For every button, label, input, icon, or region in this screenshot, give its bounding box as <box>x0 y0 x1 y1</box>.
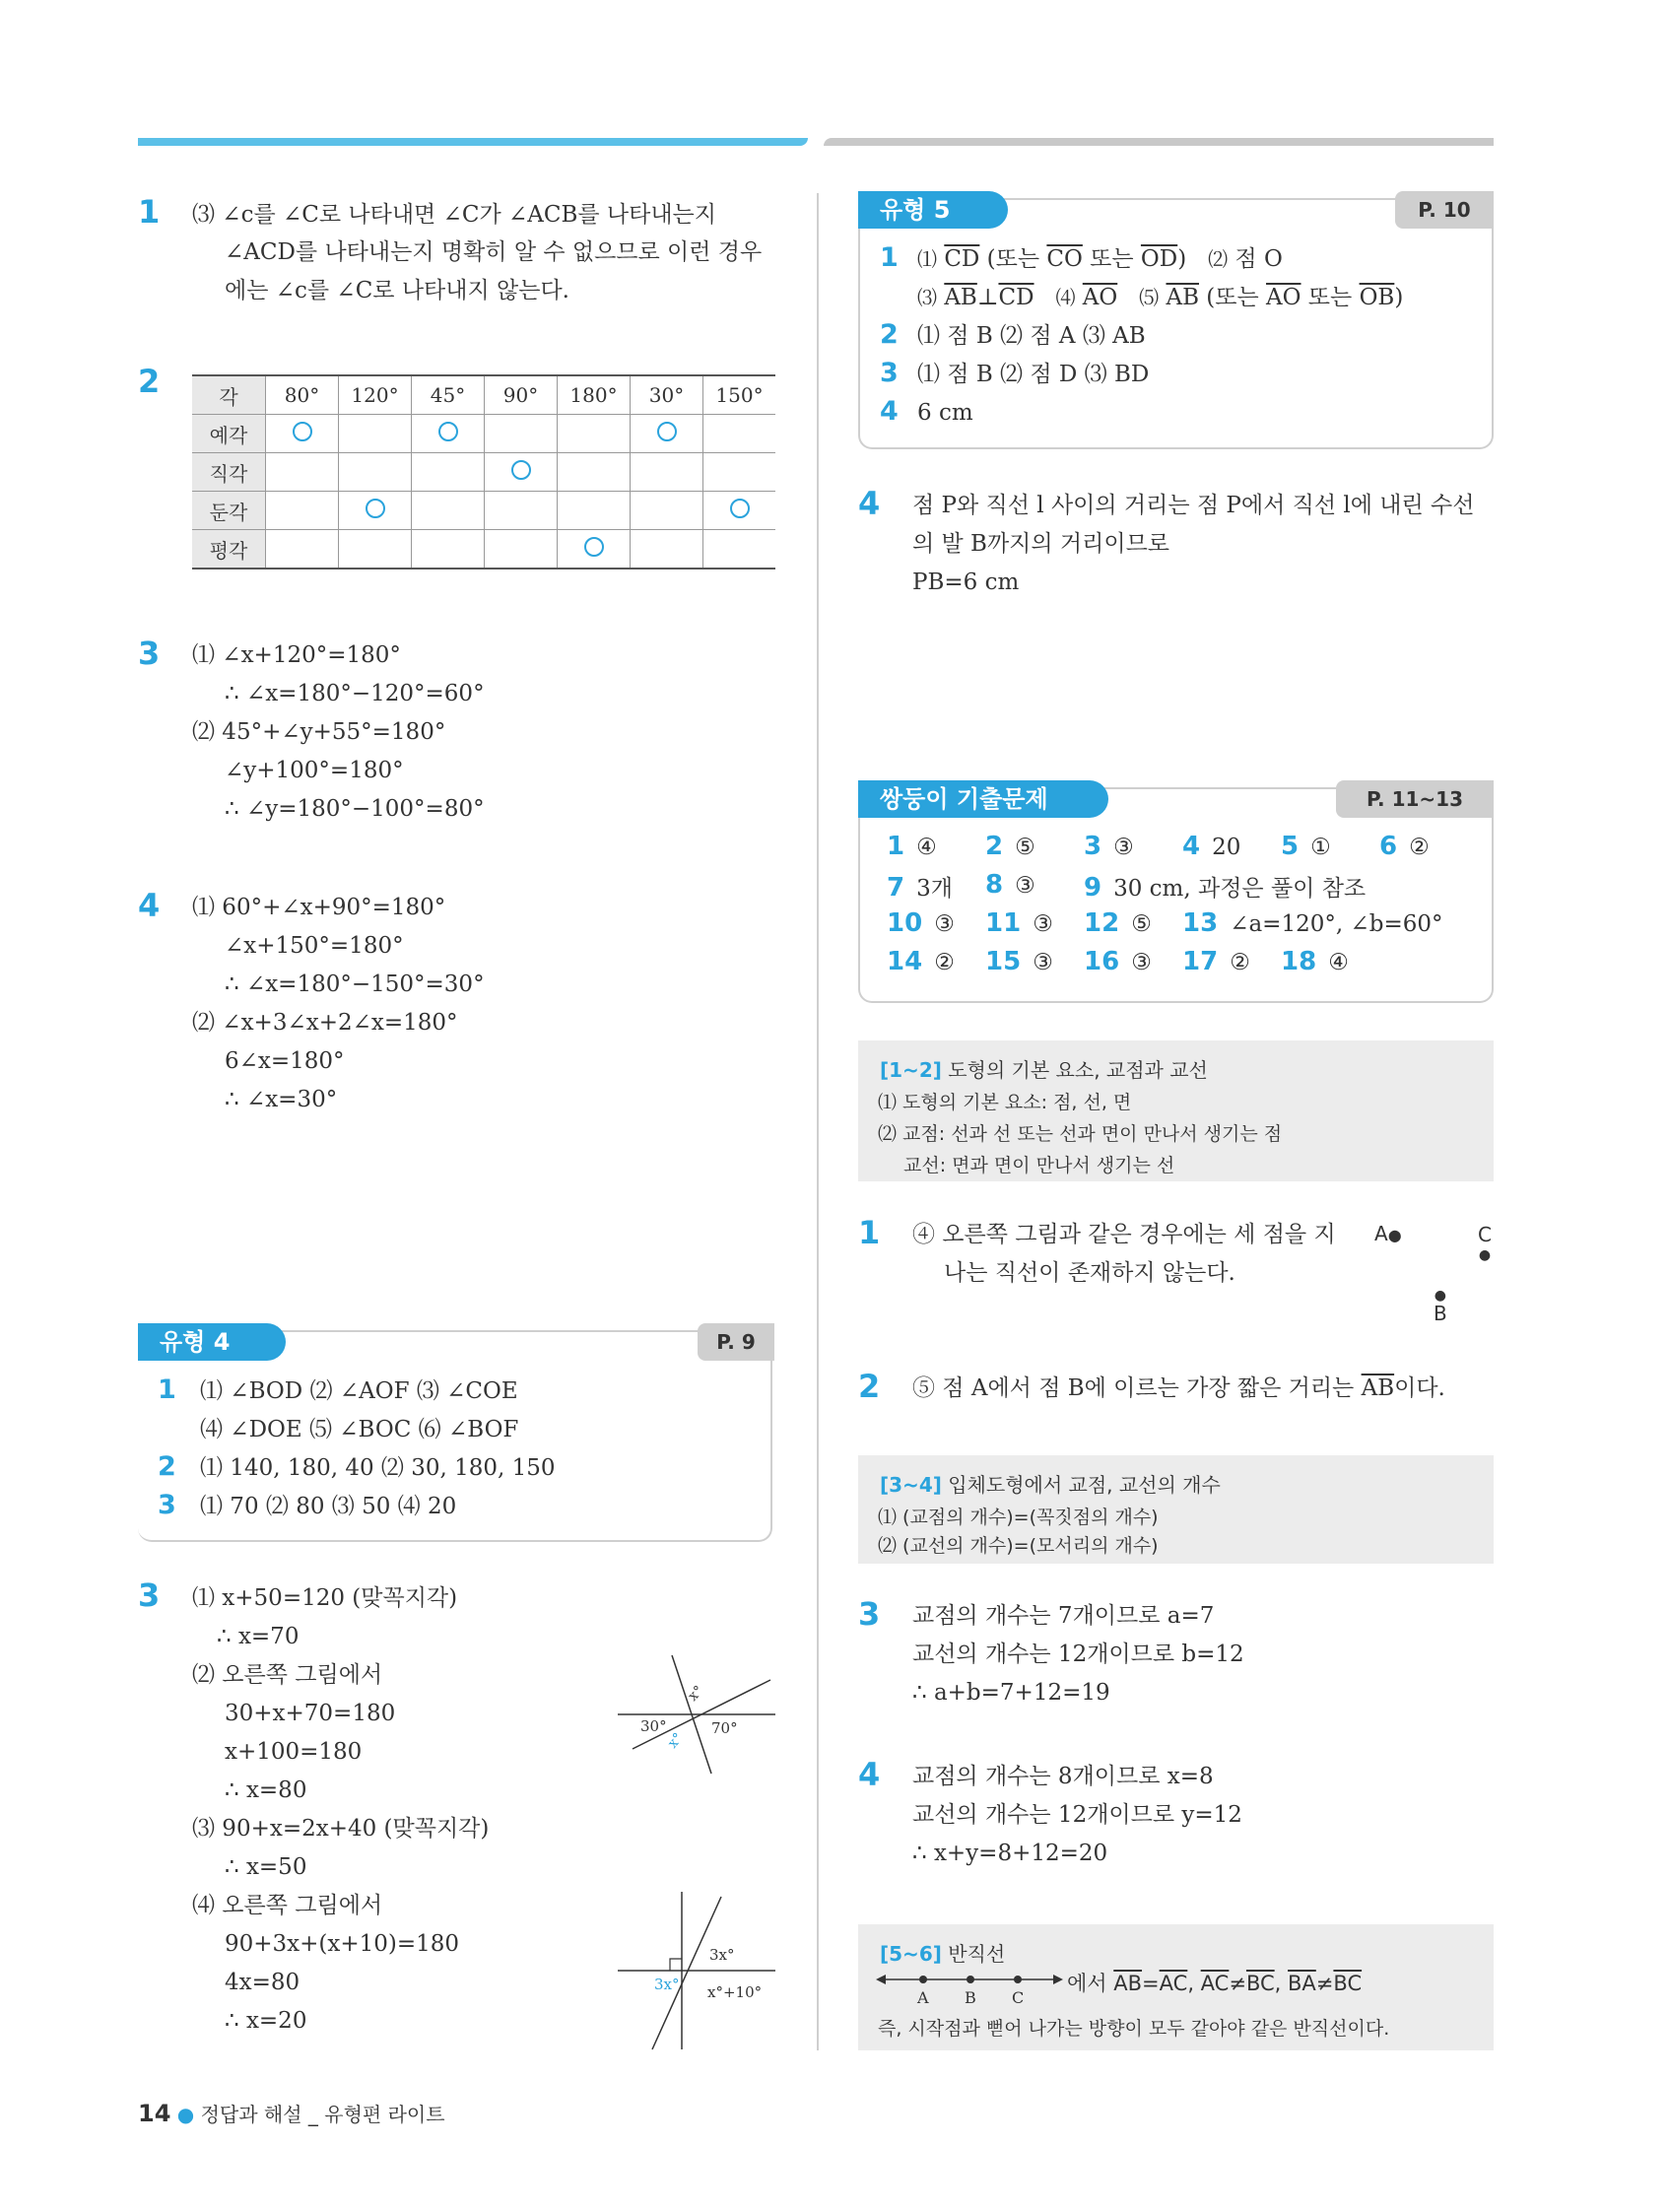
twins-answer-value: ③ <box>1015 873 1035 899</box>
twins-answer-number: 9 <box>1084 873 1102 903</box>
type4-item: ⑴ 140, 180, 40 ⑵ 30, 180, 150 <box>200 1455 556 1481</box>
twins-answer-number: 10 <box>887 908 923 938</box>
footer-text: 정답과 해설 _ 유형편 라이트 <box>200 2103 445 2126</box>
q3b-line: ⑵ 오른쪽 그림에서 <box>192 1662 383 1688</box>
table-cell <box>339 453 412 492</box>
twins-answer <box>985 870 1035 900</box>
r-q3-line: 교선의 개수는 12개이므로 b=12 <box>912 1642 1244 1667</box>
circle-mark-icon <box>730 499 750 518</box>
table-cell <box>703 453 776 492</box>
table-cell <box>631 492 703 530</box>
table-row <box>192 530 775 570</box>
table-header-cell: 80° <box>266 375 339 415</box>
r-q1-line: ④ 오른쪽 그림과 같은 경우에는 세 점을 지 <box>912 1222 1336 1247</box>
q3b-number: 3 <box>138 1576 161 1614</box>
r-q4b-line: ∴ x+y=8+12=20 <box>912 1841 1108 1866</box>
table-cell <box>631 453 703 492</box>
twins-answer-value: ② <box>1230 950 1250 975</box>
q3-line: ⑴ ∠x+120°=180° <box>192 642 401 668</box>
column-divider <box>817 193 819 2050</box>
twins-answer-number: 18 <box>1281 947 1317 976</box>
twins-answer-number: 13 <box>1182 908 1219 938</box>
table-header-cell: 90° <box>485 375 558 415</box>
q1-line: 에는 ∠c를 ∠C로 나타내지 않는다. <box>225 278 569 303</box>
fig1-label-b: x° <box>685 1682 707 1705</box>
table-header-cell: 180° <box>558 375 631 415</box>
q4-line: ∴ ∠x=180°−150°=30° <box>225 972 485 997</box>
twins-answer-number: 16 <box>1084 947 1120 976</box>
fig1-label-c: x° <box>664 1729 687 1752</box>
page-number: 14 <box>138 2100 171 2127</box>
type4-page: P. 9 <box>698 1323 774 1361</box>
twins-answer-value: ③ <box>1131 950 1152 975</box>
twins-answer <box>1084 947 1152 976</box>
twins-answer-value: 20 <box>1212 835 1241 860</box>
r-q4-number: 4 <box>858 485 881 522</box>
twins-answer-number: 8 <box>985 870 1004 900</box>
type4-item-number: 3 <box>158 1490 176 1520</box>
twins-answer-value: ③ <box>1033 950 1053 975</box>
table-cell <box>266 415 339 453</box>
twins-answer-value: ③ <box>934 911 955 937</box>
note-line: 즉, 시작점과 뻗어 나가는 방향이 모두 같아야 같은 반직선이다. <box>878 2018 1390 2040</box>
circle-mark-icon <box>657 422 677 441</box>
table-cell <box>485 492 558 530</box>
type4-item-number: 1 <box>158 1374 176 1405</box>
q3b-line: ⑴ x+50=120 (맞꼭지각) <box>192 1585 458 1611</box>
note-title: 입체도형에서 교점, 교선의 개수 <box>948 1473 1221 1497</box>
twins-answer <box>1379 832 1430 861</box>
q1-line: ⑶ ∠c를 ∠C로 나타내면 ∠C가 ∠ACB를 나타내는지 <box>192 202 716 228</box>
table-cell <box>412 453 485 492</box>
q3b-line: ∴ x=20 <box>225 2008 307 2034</box>
circle-mark-icon <box>584 537 604 557</box>
table-row <box>192 453 775 492</box>
table-cell <box>631 415 703 453</box>
twins-answer-number: 2 <box>985 832 1004 861</box>
note-box-5-6 <box>858 1924 1494 2050</box>
table-row <box>192 492 775 530</box>
q3b-line: 4x=80 <box>225 1970 300 1995</box>
table-row-label: 예각 <box>192 415 266 453</box>
q3-line: ⑵ 45°+∠y+55°=180° <box>192 719 446 745</box>
twins-answer <box>985 832 1035 861</box>
twins-answer-value: 30 cm, 과정은 풀이 참조 <box>1113 876 1367 902</box>
twins-answer-number: 4 <box>1182 832 1201 861</box>
twins-answer-value: ① <box>1310 835 1331 860</box>
table-cell <box>485 415 558 453</box>
twins-answer <box>1182 832 1240 861</box>
q4-line: ∠x+150°=180° <box>225 933 404 959</box>
note-line: 교선: 면과 면이 만나서 생기는 선 <box>903 1155 1175 1176</box>
twins-answer-value: ∠a=120°, ∠b=60° <box>1230 911 1443 937</box>
q1-number: 1 <box>138 193 161 231</box>
type5-item: ⑴ $\overline{CD}$ (또는 $\overline{CO}$ 또는 $\overline{OD}$) ⑵ 점 O <box>917 246 1283 272</box>
table-cell <box>339 492 412 530</box>
table-cell <box>339 415 412 453</box>
type4-item-number: 2 <box>158 1451 176 1482</box>
twins-answer-number: 3 <box>1084 832 1102 861</box>
circle-mark-icon <box>438 422 458 441</box>
type5-page: P. 10 <box>1395 191 1494 229</box>
twins-answer <box>887 832 937 861</box>
r-q4b-number: 4 <box>858 1756 881 1793</box>
fig1-label-a: 30° <box>640 1717 667 1735</box>
table-cell <box>703 415 776 453</box>
table-header-corner: 각 <box>192 375 266 415</box>
twins-answer <box>887 870 953 903</box>
type5-item: ⑶ $\overline{AB}\perp\overline{CD}$ ⑷ $\overline{AO}$ ⑸ $\overline{AB}$ (또는 $\overline{AO}$ 또는 $\overline{OB}$) <box>917 285 1404 310</box>
type5-item: 6 cm <box>917 400 973 426</box>
q1-line: ∠ACD를 나타내는지 명확히 알 수 없으므로 이런 경우 <box>225 239 763 265</box>
fig1-label-d: 70° <box>711 1719 738 1737</box>
q3-line: ∴ ∠x=180°−120°=60° <box>225 681 485 706</box>
footer-dot-icon: ● <box>176 2103 195 2126</box>
note-box-3-4 <box>858 1455 1494 1564</box>
type5-item-number: 4 <box>880 396 899 427</box>
ray-point-c: C <box>1012 1988 1025 2007</box>
type4-item: ⑴ ∠BOD ⑵ ∠AOF ⑶ ∠COE <box>200 1378 518 1404</box>
twins-answer-number: 5 <box>1281 832 1300 861</box>
twins-answer-value: ④ <box>1328 950 1349 975</box>
table-header-cell: 45° <box>412 375 485 415</box>
table-header-cell: 120° <box>339 375 412 415</box>
q4-line: 6∠x=180° <box>225 1048 345 1074</box>
q3b-line: ∴ x=80 <box>225 1777 307 1803</box>
table-cell <box>412 492 485 530</box>
twins-answer-number: 7 <box>887 873 905 903</box>
q3b-line: 30+x+70=180 <box>225 1701 396 1726</box>
q3b-line: ⑷ 오른쪽 그림에서 <box>192 1893 383 1918</box>
r-q4-line: 의 발 B까지의 거리이므로 <box>912 531 1170 557</box>
q3-line: ∴ ∠y=180°−100°=80° <box>225 796 485 822</box>
table-cell <box>485 530 558 570</box>
twins-answer <box>1182 908 1443 938</box>
q3b-line: ∴ x=70 <box>217 1624 300 1649</box>
twins-answer <box>887 908 955 938</box>
note-line: ⑴ (교점의 개수)=(꼭짓점의 개수) <box>878 1507 1159 1528</box>
r-q2-number: 2 <box>858 1368 881 1405</box>
twins-answer <box>887 947 955 976</box>
r-q3-number: 3 <box>858 1595 881 1633</box>
ray-point-a: A <box>917 1988 929 2007</box>
twins-answer-value: ③ <box>1033 911 1053 937</box>
fig2-label-a: 3x° <box>709 1946 735 1964</box>
twins-answer-number: 15 <box>985 947 1022 976</box>
table-row <box>192 415 775 453</box>
twins-label: 쌍둥이 기출문제 <box>858 780 1108 818</box>
ray-text: 에서 $\overline{AB}=\overline{AC}$, $\overline{AC}\ne\overline{BC}$, $\overline{BA}\ne\overline{BC}$ <box>1067 1972 1363 1995</box>
table-row-label: 직각 <box>192 453 266 492</box>
note-line: ⑵ 교점: 선과 선 또는 선과 면이 만나서 생기는 점 <box>878 1123 1283 1145</box>
q3b-line: ∴ x=50 <box>225 1854 307 1880</box>
table-cell <box>558 453 631 492</box>
circle-mark-icon <box>293 422 312 441</box>
type4-label: 유형 4 <box>138 1323 286 1361</box>
type5-item-number: 2 <box>880 319 899 350</box>
point-a-label: A● <box>1374 1222 1402 1245</box>
type5-item-number: 1 <box>880 242 899 273</box>
figure-intersecting-lines-1 <box>613 1650 780 1778</box>
r-q2-line: ⑤ 점 A에서 점 B에 이르는 가장 짧은 거리는 $\overline{AB}$이다. <box>912 1375 1445 1401</box>
r-q4-line: PB=6 cm <box>912 570 1020 595</box>
twins-answer-value: ② <box>934 950 955 975</box>
type5-item-number: 3 <box>880 358 899 388</box>
twins-answer-number: 14 <box>887 947 923 976</box>
table-cell <box>558 415 631 453</box>
twins-answer <box>1084 870 1366 903</box>
twins-answer-value: ⑤ <box>1131 911 1152 937</box>
type5-item: ⑴ 점 B ⑵ 점 D ⑶ BD <box>917 362 1150 387</box>
twins-answer <box>1084 908 1152 938</box>
twins-answer-number: 6 <box>1379 832 1398 861</box>
q3b-line: ⑶ 90+x=2x+40 (맞꼭지각) <box>192 1816 490 1842</box>
twins-answer <box>1281 832 1331 861</box>
table-row-label: 평각 <box>192 530 266 570</box>
q3-line: ∠y+100°=180° <box>225 758 404 783</box>
figure-intersecting-lines-2 <box>613 1887 780 2054</box>
q3-number: 3 <box>138 635 161 672</box>
table-header-cell: 150° <box>703 375 776 415</box>
type4-item: ⑷ ∠DOE ⑸ ∠BOC ⑹ ∠BOF <box>200 1417 519 1442</box>
r-q4-line: 점 P와 직선 l 사이의 거리는 점 P에서 직선 l에 내린 수선 <box>912 493 1475 518</box>
circle-mark-icon <box>511 460 531 480</box>
note-title: 반직선 <box>948 1942 1006 1966</box>
fig2-label-c: x°+10° <box>707 1983 763 2001</box>
twins-answer-value: ③ <box>1113 835 1134 860</box>
note-line: ⑵ (교선의 개수)=(모서리의 개수) <box>878 1535 1159 1557</box>
q3b-line: x+100=180 <box>225 1739 363 1765</box>
twins-answer-number: 11 <box>985 908 1022 938</box>
table-cell <box>703 530 776 570</box>
twins-answer-value: 3개 <box>916 876 953 902</box>
top-bar-right <box>824 138 1494 146</box>
ray-diagram <box>876 1968 1063 2007</box>
note-line: ⑴ 도형의 기본 요소: 점, 선, 면 <box>878 1092 1132 1113</box>
r-q3-line: 교점의 개수는 7개이므로 a=7 <box>912 1603 1215 1629</box>
type5-label: 유형 5 <box>858 191 1008 229</box>
twins-answer-number: 12 <box>1084 908 1120 938</box>
twins-answer-grid <box>887 832 1478 989</box>
table-cell <box>266 453 339 492</box>
note-box-1-2 <box>858 1040 1494 1181</box>
twins-answer-value: ④ <box>916 835 937 860</box>
twins-answer <box>1281 947 1349 976</box>
table-cell <box>703 492 776 530</box>
table-cell <box>339 530 412 570</box>
note-title: 도형의 기본 요소, 교점과 교선 <box>948 1058 1208 1082</box>
r-q3-line: ∴ a+b=7+12=19 <box>912 1680 1110 1706</box>
table-cell <box>412 415 485 453</box>
twins-answer-number: 17 <box>1182 947 1219 976</box>
twins-page: P. 11~13 <box>1336 780 1494 818</box>
table-cell <box>631 530 703 570</box>
note-tag: [3~4] <box>880 1473 942 1497</box>
twins-answer <box>1084 832 1134 861</box>
point-b-label: ● B <box>1434 1288 1447 1325</box>
twins-answer <box>985 947 1053 976</box>
q4-line: ⑴ 60°+∠x+90°=180° <box>192 895 446 920</box>
q4-line: ∴ ∠x=30° <box>225 1087 338 1112</box>
table-cell <box>412 530 485 570</box>
note-tag: [1~2] <box>880 1058 942 1082</box>
twins-answer <box>985 908 1053 938</box>
twins-answer-value: ⑤ <box>1015 835 1035 860</box>
angle-table <box>192 374 775 570</box>
table-cell <box>266 530 339 570</box>
r-q1-number: 1 <box>858 1214 881 1251</box>
table-header-cell: 30° <box>631 375 703 415</box>
r-q4b-line: 교점의 개수는 8개이므로 x=8 <box>912 1764 1214 1789</box>
r-q4b-line: 교선의 개수는 12개이므로 y=12 <box>912 1802 1242 1828</box>
note-tag: [5~6] <box>880 1942 942 1966</box>
table-cell <box>485 453 558 492</box>
twins-answer-number: 1 <box>887 832 905 861</box>
table-cell <box>266 492 339 530</box>
q2-number: 2 <box>138 363 161 400</box>
r-q1-line: 나는 직선이 존재하지 않는다. <box>944 1260 1235 1286</box>
q4-number: 4 <box>138 887 161 924</box>
q4-line: ⑵ ∠x+3∠x+2∠x=180° <box>192 1010 458 1036</box>
table-cell <box>558 530 631 570</box>
twins-answer <box>1182 947 1250 976</box>
table-cell <box>558 492 631 530</box>
point-c-label: C ● <box>1478 1223 1492 1263</box>
q3b-line: 90+3x+(x+10)=180 <box>225 1931 460 1957</box>
fig2-label-b: 3x° <box>654 1976 680 1993</box>
circle-mark-icon <box>366 499 385 518</box>
table-row-label: 둔각 <box>192 492 266 530</box>
ray-point-b: B <box>965 1988 976 2007</box>
type4-item: ⑴ 70 ⑵ 80 ⑶ 50 ⑷ 20 <box>200 1494 457 1519</box>
twins-answer-value: ② <box>1409 835 1430 860</box>
top-bar-left <box>138 138 808 146</box>
page-footer <box>138 2099 445 2127</box>
type5-item: ⑴ 점 B ⑵ 점 A ⑶ AB <box>917 323 1146 349</box>
